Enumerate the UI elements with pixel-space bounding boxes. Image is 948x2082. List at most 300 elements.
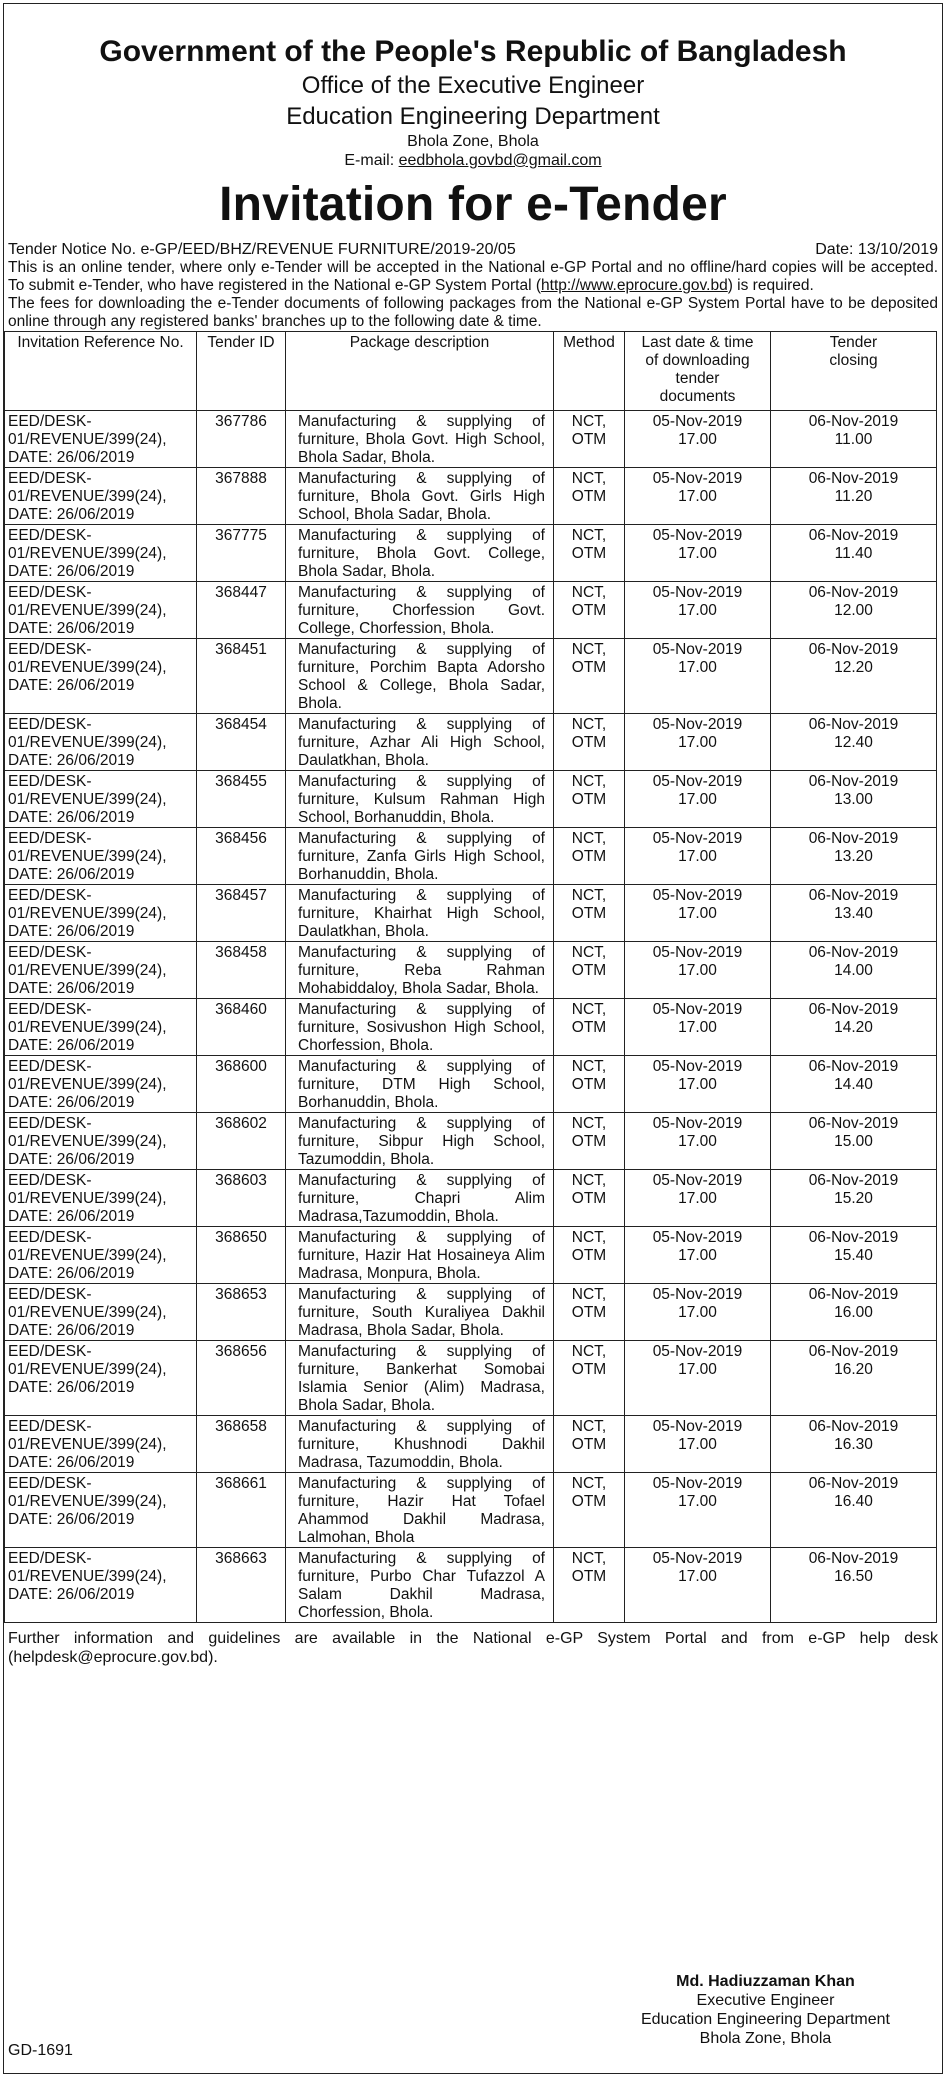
cell-reference-ref: EED/DESK-01/REVENUE/399(24), DATE: 26/06/2019 — [8, 887, 167, 940]
tender-notice-number: Tender Notice No. e-GP/EED/BHZ/REVENUE FURNITURE/2019-20/05 — [8, 241, 516, 258]
cell-closing-close-date: 06-Nov-2019 — [808, 830, 899, 847]
cell-last-date — [625, 942, 771, 999]
cell-tender-id — [197, 582, 286, 639]
cell-closing-close-date: 06-Nov-2019 — [808, 1343, 899, 1360]
cell-description-desc: Manufacturing & supplying of furniture, Kulsum Rahman High School, Borhanuddin, Bhola. — [298, 773, 545, 826]
cell-tender-id-id: 367888 — [215, 470, 267, 487]
cell-method — [554, 1113, 625, 1170]
cell-closing-close-time: 15.20 — [834, 1190, 873, 1207]
cell-closing — [771, 999, 937, 1056]
cell-method-method: NCT, OTM — [571, 1229, 607, 1264]
cell-tender-id — [197, 1284, 286, 1341]
cell-closing-close-date: 06-Nov-2019 — [808, 944, 899, 961]
cell-closing — [771, 1548, 937, 1623]
table-row — [5, 999, 937, 1056]
cell-last-date-last-time: 17.00 — [678, 1190, 717, 1207]
cell-method — [554, 942, 625, 999]
cell-reference-ref: EED/DESK-01/REVENUE/399(24), DATE: 26/06/2019 — [8, 716, 167, 769]
cell-closing-close-time: 15.00 — [834, 1133, 873, 1150]
cell-tender-id — [197, 714, 286, 771]
cell-tender-id-id: 368661 — [215, 1475, 267, 1492]
cell-reference-ref: EED/DESK-01/REVENUE/399(24), DATE: 26/06/2019 — [8, 1418, 167, 1471]
cell-description — [286, 885, 554, 942]
cell-closing-close-time: 16.50 — [834, 1568, 873, 1585]
cell-method — [554, 411, 625, 468]
cell-last-date-last-date: 05-Nov-2019 — [652, 641, 743, 658]
cell-description — [286, 525, 554, 582]
cell-method-method: NCT, OTM — [571, 470, 607, 505]
cell-method-method: NCT, OTM — [571, 1115, 607, 1150]
cell-closing-close-time: 14.20 — [834, 1019, 873, 1036]
cell-last-date-last-date: 05-Nov-2019 — [652, 1343, 743, 1360]
cell-last-date-last-date: 05-Nov-2019 — [652, 527, 743, 544]
cell-method-method: NCT, OTM — [571, 1418, 607, 1453]
cell-tender-id — [197, 1056, 286, 1113]
tender-table — [4, 331, 937, 1623]
cell-reference — [5, 525, 197, 582]
cell-description — [286, 582, 554, 639]
cell-reference — [5, 1113, 197, 1170]
cell-tender-id-id: 368447 — [215, 584, 267, 601]
cell-last-date — [625, 1341, 771, 1416]
cell-reference-ref: EED/DESK-01/REVENUE/399(24), DATE: 26/06/2019 — [8, 470, 167, 523]
table-row — [5, 1416, 937, 1473]
cell-last-date — [625, 411, 771, 468]
table-row — [5, 1341, 937, 1416]
cell-closing-close-date: 06-Nov-2019 — [808, 641, 899, 658]
cell-reference — [5, 1473, 197, 1548]
cell-closing-close-date: 06-Nov-2019 — [808, 1172, 899, 1189]
cell-closing-close-date: 06-Nov-2019 — [808, 413, 899, 430]
cell-last-date-last-date: 05-Nov-2019 — [652, 1475, 743, 1492]
email-label: E-mail: — [344, 152, 395, 169]
cell-last-date-last-date: 05-Nov-2019 — [652, 1418, 743, 1435]
signatory-name: Md. Hadiuzzaman Khan — [676, 1973, 855, 1990]
cell-last-date-last-time: 17.00 — [678, 1076, 717, 1093]
table-row — [5, 1056, 937, 1113]
cell-reference-ref: EED/DESK-01/REVENUE/399(24), DATE: 26/06/2019 — [8, 413, 167, 466]
cell-closing-close-time: 14.40 — [834, 1076, 873, 1093]
cell-closing-close-time: 12.00 — [834, 602, 873, 619]
table-row — [5, 885, 937, 942]
notice-number-row — [4, 240, 942, 259]
intro-text-b: ) is required. — [727, 277, 814, 294]
cell-reference — [5, 771, 197, 828]
cell-description — [286, 942, 554, 999]
cell-closing-close-time: 13.20 — [834, 848, 873, 865]
cell-closing — [771, 525, 937, 582]
cell-description — [286, 999, 554, 1056]
cell-reference-ref: EED/DESK-01/REVENUE/399(24), DATE: 26/06/2019 — [8, 1172, 167, 1225]
cell-closing — [771, 942, 937, 999]
cell-last-date-last-date: 05-Nov-2019 — [652, 1058, 743, 1075]
cell-last-date-last-date: 05-Nov-2019 — [652, 944, 743, 961]
cell-description-desc: Manufacturing & supplying of furniture, Hazir Hat Hosaineya Alim Madrasa, Monpura, Bhola. — [298, 1229, 545, 1282]
cell-closing-close-time: 13.00 — [834, 791, 873, 808]
cell-closing — [771, 1056, 937, 1113]
cell-closing — [771, 582, 937, 639]
cell-closing-close-date: 06-Nov-2019 — [808, 1286, 899, 1303]
cell-last-date-last-time: 17.00 — [678, 602, 717, 619]
cell-method-method: NCT, OTM — [571, 1001, 607, 1036]
zone-heading: Bhola Zone, Bhola — [407, 133, 539, 150]
cell-tender-id — [197, 999, 286, 1056]
cell-closing-close-date: 06-Nov-2019 — [808, 584, 899, 601]
cell-tender-id — [197, 1170, 286, 1227]
cell-description-desc: Manufacturing & supplying of furniture, South Kuraliyea Dakhil Madrasa, Bhola Sadar, Bhola. — [298, 1286, 545, 1339]
table-row — [5, 411, 937, 468]
cell-tender-id — [197, 468, 286, 525]
cell-description — [286, 1113, 554, 1170]
cell-last-date-last-time: 17.00 — [678, 1133, 717, 1150]
table-row — [5, 771, 937, 828]
cell-tender-id — [197, 411, 286, 468]
cell-closing-close-date: 06-Nov-2019 — [808, 1001, 899, 1018]
cell-last-date-last-time: 17.00 — [678, 659, 717, 676]
cell-reference — [5, 999, 197, 1056]
cell-closing-close-date: 06-Nov-2019 — [808, 470, 899, 487]
cell-description-desc: Manufacturing & supplying of furniture, Sosivushon High School, Chorfession, Bhola. — [298, 1001, 545, 1054]
cell-last-date-last-date: 05-Nov-2019 — [652, 1286, 743, 1303]
cell-reference — [5, 714, 197, 771]
cell-reference — [5, 1284, 197, 1341]
col-header-ref: Invitation Reference No. — [5, 332, 197, 411]
cell-closing-close-date: 06-Nov-2019 — [808, 1058, 899, 1075]
eprocure-link[interactable]: http://www.eprocure.gov.bd — [541, 277, 728, 294]
cell-description-desc: Manufacturing & supplying of furniture, Chapri Alim Madrasa,Tazumoddin, Bhola. — [298, 1172, 545, 1225]
cell-tender-id-id: 368656 — [215, 1343, 267, 1360]
cell-last-date-last-time: 17.00 — [678, 848, 717, 865]
cell-method — [554, 828, 625, 885]
col-header-closing: Tender closing — [771, 332, 937, 411]
table-row — [5, 1227, 937, 1284]
cell-description-desc: Manufacturing & supplying of furniture, Bankerhat Somobai Islamia Senior (Alim) Madrasa, Bhola Sadar, Bhola. — [298, 1343, 545, 1414]
cell-method — [554, 1170, 625, 1227]
cell-last-date-last-date: 05-Nov-2019 — [652, 716, 743, 733]
cell-closing — [771, 1473, 937, 1548]
cell-last-date-last-date: 05-Nov-2019 — [652, 1001, 743, 1018]
cell-reference-ref: EED/DESK-01/REVENUE/399(24), DATE: 26/06/2019 — [8, 1475, 167, 1528]
cell-reference-ref: EED/DESK-01/REVENUE/399(24), DATE: 26/06/2019 — [8, 641, 167, 694]
cell-description — [286, 1548, 554, 1623]
gd-number: GD-1691 — [8, 2042, 73, 2059]
cell-closing — [771, 714, 937, 771]
cell-tender-id-id: 368663 — [215, 1550, 267, 1567]
cell-last-date-last-time: 17.00 — [678, 791, 717, 808]
cell-method — [554, 468, 625, 525]
cell-tender-id-id: 368455 — [215, 773, 267, 790]
cell-description-desc: Manufacturing & supplying of furniture, Sibpur High School, Tazumoddin, Bhola. — [298, 1115, 545, 1168]
cell-description-desc: Manufacturing & supplying of furniture, Azhar Ali High School, Daulatkhan, Bhola. — [298, 716, 545, 769]
cell-description-desc: Manufacturing & supplying of furniture, Khairhat High School, Daulatkhan, Bhola. — [298, 887, 545, 940]
cell-last-date-last-time: 17.00 — [678, 431, 717, 448]
cell-closing-close-date: 06-Nov-2019 — [808, 1418, 899, 1435]
cell-last-date-last-date: 05-Nov-2019 — [652, 830, 743, 847]
cell-closing-close-date: 06-Nov-2019 — [808, 1115, 899, 1132]
cell-method-method: NCT, OTM — [571, 1475, 607, 1510]
cell-tender-id — [197, 885, 286, 942]
cell-last-date-last-time: 17.00 — [678, 1568, 717, 1585]
cell-closing — [771, 828, 937, 885]
cell-tender-id — [197, 1548, 286, 1623]
cell-description — [286, 1284, 554, 1341]
further-info: Further information and guidelines are available in the National e-GP System Portal and from e-GP help desk (helpdesk@eprocure.gov.bd). — [8, 1630, 938, 1666]
cell-tender-id-id: 368456 — [215, 830, 267, 847]
cell-closing — [771, 1227, 937, 1284]
cell-description — [286, 1056, 554, 1113]
cell-method — [554, 1416, 625, 1473]
cell-last-date-last-date: 05-Nov-2019 — [652, 887, 743, 904]
cell-tender-id-id: 368658 — [215, 1418, 267, 1435]
cell-closing-close-date: 06-Nov-2019 — [808, 1475, 899, 1492]
cell-tender-id-id: 368650 — [215, 1229, 267, 1246]
cell-tender-id — [197, 1341, 286, 1416]
cell-method-method: NCT, OTM — [571, 1343, 607, 1378]
cell-tender-id-id: 367775 — [215, 527, 267, 544]
department-heading: Education Engineering Department — [286, 103, 660, 130]
cell-closing-close-time: 12.20 — [834, 659, 873, 676]
cell-method — [554, 1227, 625, 1284]
table-row — [5, 942, 937, 999]
cell-method-method: NCT, OTM — [571, 584, 607, 619]
cell-method — [554, 1341, 625, 1416]
cell-closing — [771, 468, 937, 525]
intro-paragraph-1 — [4, 259, 942, 295]
cell-last-date-last-time: 17.00 — [678, 488, 717, 505]
cell-method-method: NCT, OTM — [571, 527, 607, 562]
table-row — [5, 468, 937, 525]
notice-header — [4, 4, 942, 234]
cell-method — [554, 771, 625, 828]
cell-last-date-last-date: 05-Nov-2019 — [652, 470, 743, 487]
cell-method-method: NCT, OTM — [571, 641, 607, 676]
cell-description-desc: Manufacturing & supplying of furniture, Bhola Govt. High School, Bhola Sadar, Bhola. — [298, 413, 545, 466]
cell-description-desc: Manufacturing & supplying of furniture, Purbo Char Tufazzol A Salam Dakhil Madrasa, Chorfession, Bhola. — [298, 1550, 545, 1621]
signatory-title: Executive Engineer — [696, 1992, 835, 2009]
cell-last-date — [625, 999, 771, 1056]
cell-method-method: NCT, OTM — [571, 887, 607, 922]
cell-closing-close-time: 11.00 — [834, 431, 873, 448]
cell-method-method: NCT, OTM — [571, 830, 607, 865]
cell-description — [286, 468, 554, 525]
intro-text-a: This is an online tender, where only e-Tender will be accepted in the National e-GP Portal and no offline/hard copies will be accepted. To submit e-Tender, who have registered in the National e-GP System Portal ( — [8, 259, 938, 294]
cell-reference-ref: EED/DESK-01/REVENUE/399(24), DATE: 26/06/2019 — [8, 1001, 167, 1054]
cell-description — [286, 1341, 554, 1416]
cell-tender-id-id: 368653 — [215, 1286, 267, 1303]
cell-method — [554, 1056, 625, 1113]
cell-last-date — [625, 828, 771, 885]
cell-closing — [771, 411, 937, 468]
table-row — [5, 828, 937, 885]
cell-reference — [5, 1341, 197, 1416]
cell-reference-ref: EED/DESK-01/REVENUE/399(24), DATE: 26/06/2019 — [8, 1550, 167, 1603]
cell-method-method: NCT, OTM — [571, 1286, 607, 1321]
cell-closing — [771, 1113, 937, 1170]
cell-method — [554, 639, 625, 714]
cell-method-method: NCT, OTM — [571, 1058, 607, 1093]
table-row — [5, 582, 937, 639]
cell-closing — [771, 1341, 937, 1416]
cell-reference — [5, 468, 197, 525]
cell-closing-close-time: 16.00 — [834, 1304, 873, 1321]
table-row — [5, 1548, 937, 1623]
signature-block — [641, 1972, 890, 2048]
cell-method — [554, 885, 625, 942]
cell-description-desc: Manufacturing & supplying of furniture, Bhola Govt. Girls High School, Bhola Sadar, Bhola. — [298, 470, 545, 523]
cell-description — [286, 639, 554, 714]
cell-reference-ref: EED/DESK-01/REVENUE/399(24), DATE: 26/06/2019 — [8, 1343, 167, 1396]
cell-tender-id — [197, 639, 286, 714]
cell-last-date-last-date: 05-Nov-2019 — [652, 413, 743, 430]
cell-last-date-last-time: 17.00 — [678, 545, 717, 562]
cell-tender-id-id: 368457 — [215, 887, 267, 904]
table-row — [5, 1284, 937, 1341]
email-link[interactable]: eedbhola.govbd@gmail.com — [398, 152, 602, 169]
cell-last-date — [625, 1416, 771, 1473]
table-row — [5, 639, 937, 714]
government-heading: Government of the People's Republic of Bangladesh — [99, 35, 847, 68]
cell-reference-ref: EED/DESK-01/REVENUE/399(24), DATE: 26/06/2019 — [8, 1286, 167, 1339]
cell-tender-id — [197, 1473, 286, 1548]
cell-closing-close-date: 06-Nov-2019 — [808, 527, 899, 544]
cell-last-date-last-date: 05-Nov-2019 — [652, 1550, 743, 1567]
cell-last-date — [625, 885, 771, 942]
cell-closing-close-date: 06-Nov-2019 — [808, 887, 899, 904]
col-header-method: Method — [554, 332, 625, 411]
cell-tender-id — [197, 525, 286, 582]
cell-closing — [771, 1416, 937, 1473]
cell-tender-id-id: 368458 — [215, 944, 267, 961]
cell-last-date-last-time: 17.00 — [678, 962, 717, 979]
email-line — [4, 151, 942, 170]
cell-method — [554, 714, 625, 771]
cell-tender-id-id: 368451 — [215, 641, 267, 658]
cell-tender-id-id: 368460 — [215, 1001, 267, 1018]
cell-last-date — [625, 639, 771, 714]
cell-description — [286, 1473, 554, 1548]
cell-closing-close-date: 06-Nov-2019 — [808, 1229, 899, 1246]
cell-description — [286, 411, 554, 468]
col-header-id: Tender ID — [197, 332, 286, 411]
cell-closing-close-time: 11.40 — [834, 545, 873, 562]
cell-method — [554, 525, 625, 582]
cell-tender-id — [197, 828, 286, 885]
cell-last-date — [625, 1473, 771, 1548]
col-header-desc: Package description — [286, 332, 554, 411]
cell-reference-ref: EED/DESK-01/REVENUE/399(24), DATE: 26/06/2019 — [8, 773, 167, 826]
cell-tender-id-id: 368600 — [215, 1058, 267, 1075]
tender-notice-page — [3, 3, 943, 2074]
table-header-row — [5, 332, 937, 411]
cell-closing — [771, 1284, 937, 1341]
cell-tender-id-id: 368602 — [215, 1115, 267, 1132]
cell-tender-id-id: 368603 — [215, 1172, 267, 1189]
cell-last-date — [625, 1170, 771, 1227]
cell-last-date — [625, 468, 771, 525]
cell-closing-close-date: 06-Nov-2019 — [808, 716, 899, 733]
cell-description-desc: Manufacturing & supplying of furniture, Khushnodi Dakhil Madrasa, Tazumoddin, Bhola. — [298, 1418, 545, 1471]
cell-last-date — [625, 1113, 771, 1170]
cell-tender-id — [197, 1113, 286, 1170]
cell-last-date — [625, 1548, 771, 1623]
cell-description — [286, 1227, 554, 1284]
cell-method-method: NCT, OTM — [571, 773, 607, 808]
table-row — [5, 1170, 937, 1227]
cell-closing-close-time: 11.20 — [834, 488, 873, 505]
cell-tender-id-id: 368454 — [215, 716, 267, 733]
cell-method-method: NCT, OTM — [571, 716, 607, 751]
cell-reference — [5, 942, 197, 999]
table-row — [5, 714, 937, 771]
cell-tender-id — [197, 942, 286, 999]
cell-description — [286, 1170, 554, 1227]
cell-method — [554, 582, 625, 639]
intro-paragraph-2: The fees for downloading the e-Tender documents of following packages from the National e-GP System Portal have to be deposited online through any registered banks' branches up to the following date & time. — [8, 295, 938, 330]
cell-closing — [771, 771, 937, 828]
cell-closing-close-time: 16.40 — [834, 1493, 873, 1510]
cell-reference — [5, 1416, 197, 1473]
notice-date: Date: 13/10/2019 — [815, 241, 938, 258]
cell-closing-close-time: 15.40 — [834, 1247, 873, 1264]
cell-reference-ref: EED/DESK-01/REVENUE/399(24), DATE: 26/06/2019 — [8, 830, 167, 883]
cell-description-desc: Manufacturing & supplying of furniture, Zanfa Girls High School, Borhanuddin, Bhola. — [298, 830, 545, 883]
cell-closing-close-time: 16.30 — [834, 1436, 873, 1453]
cell-description-desc: Manufacturing & supplying of furniture, Bhola Govt. College, Bhola Sadar, Bhola. — [298, 527, 545, 580]
cell-description — [286, 771, 554, 828]
cell-reference — [5, 885, 197, 942]
cell-last-date-last-time: 17.00 — [678, 1304, 717, 1321]
cell-method — [554, 1548, 625, 1623]
table-row — [5, 525, 937, 582]
cell-last-date — [625, 1284, 771, 1341]
cell-closing — [771, 639, 937, 714]
cell-method-method: NCT, OTM — [571, 1550, 607, 1585]
cell-description — [286, 828, 554, 885]
signatory-department: Education Engineering Department — [640, 2011, 890, 2028]
cell-closing-close-date: 06-Nov-2019 — [808, 773, 899, 790]
cell-reference — [5, 1056, 197, 1113]
cell-last-date-last-date: 05-Nov-2019 — [652, 584, 743, 601]
cell-reference — [5, 582, 197, 639]
cell-last-date — [625, 582, 771, 639]
cell-closing — [771, 885, 937, 942]
cell-description-desc: Manufacturing & supplying of furniture, Chorfession Govt. College, Chorfession, Bhola. — [298, 584, 545, 637]
cell-closing-close-time: 16.20 — [834, 1361, 873, 1378]
cell-method-method: NCT, OTM — [571, 1172, 607, 1207]
cell-last-date-last-time: 17.00 — [678, 1436, 717, 1453]
col-header-last-date: Last date & time of downloading tender documents — [625, 332, 771, 411]
cell-closing-close-time: 14.00 — [834, 962, 873, 979]
cell-reference — [5, 1548, 197, 1623]
cell-reference-ref: EED/DESK-01/REVENUE/399(24), DATE: 26/06/2019 — [8, 1058, 167, 1111]
cell-reference-ref: EED/DESK-01/REVENUE/399(24), DATE: 26/06/2019 — [8, 527, 167, 580]
cell-last-date — [625, 1227, 771, 1284]
cell-method — [554, 1473, 625, 1548]
cell-tender-id — [197, 1227, 286, 1284]
signatory-zone: Bhola Zone, Bhola — [699, 2030, 832, 2047]
cell-last-date — [625, 714, 771, 771]
office-heading: Office of the Executive Engineer — [301, 72, 645, 99]
cell-closing-close-date: 06-Nov-2019 — [808, 1550, 899, 1567]
cell-closing-close-time: 12.40 — [834, 734, 873, 751]
cell-method — [554, 999, 625, 1056]
cell-last-date — [625, 1056, 771, 1113]
cell-last-date-last-time: 17.00 — [678, 1019, 717, 1036]
cell-closing-close-time: 13.40 — [834, 905, 873, 922]
cell-reference — [5, 639, 197, 714]
cell-reference — [5, 828, 197, 885]
cell-description-desc: Manufacturing & supplying of furniture, Reba Rahman Mohabiddaloy, Bhola Sadar, Bhola. — [298, 944, 545, 997]
